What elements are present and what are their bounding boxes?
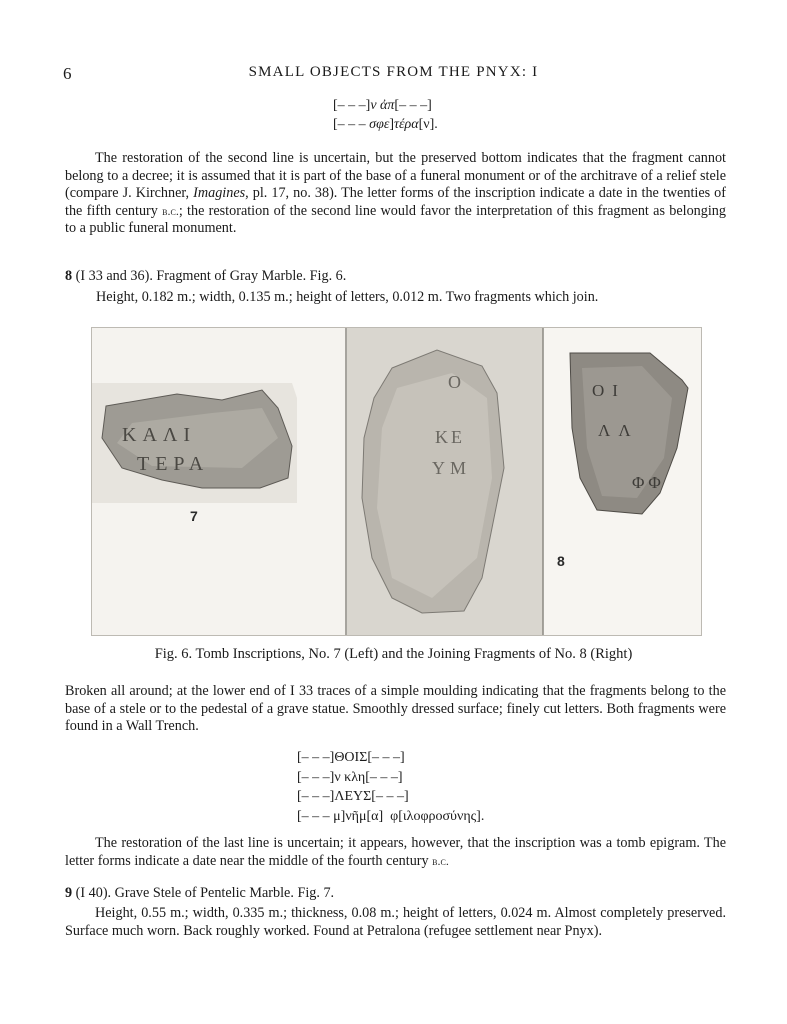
- fragment-8b-letters-line-1: ΟΙ: [592, 381, 626, 400]
- figure-6-caption: Fig. 6. Tomb Inscriptions, No. 7 (Left) and the Joining Fragments of No. 8 (Right): [154, 646, 633, 662]
- inscription-2-line-3: [– – –]ΛΕΥΣ[– – –]: [297, 789, 409, 804]
- figure-6-photographs: [92, 328, 701, 635]
- fragment-8-label: 8: [557, 553, 565, 569]
- fragment-8a-letters-line-3: ΥΜ: [432, 458, 472, 478]
- entry-9-heading: 9 (I 40). Grave Stele of Pentelic Marble. Fig. 7.: [65, 885, 335, 901]
- inscription-2: [297, 748, 484, 826]
- fragment-7-label: 7: [190, 508, 198, 524]
- paragraph-restoration-8: The restoration of the last line is uncertain; it appears, however, that the inscription was a tomb epigram. The letter forms indicate a date near the middle of the fourth century b.c.: [65, 835, 726, 869]
- inscription-1-line-2: [– – – σφε]τέρα[ν].: [333, 117, 438, 132]
- paragraph-restoration-1: The restoration of the second line is uncertain, but the preserved bottom indicates that the fragment cannot belong to a decree; it is assumed that it is part of the base of a funeral monument or of the architrave of a relief stele (compare J. Kirchner, Imagines, pl. 17, no. 38). The letter forms of the inscription indicate a date in the twenties of the fifth century b.c.; the restoration of the second line would favor the interpretation of this fragment as belonging to a public funeral monument.: [65, 150, 727, 237]
- running-head: SMALL OBJECTS FROM THE PNYX: I: [248, 64, 539, 80]
- inscription-2-line-2: [– – –]ν κλη[– – –]: [297, 769, 403, 785]
- paragraph-description-8: Broken all around; at the lower end of I 33 traces of a simple moulding indicating that the fragments belong to the base of a stele or to the pedestal of a grave statue. Smoothly dressed surface; finely cut letters. Both fragments were found in a Wall Trench.: [65, 683, 726, 735]
- fragment-8a-letters-line-2: ΚΕ: [435, 427, 465, 447]
- fragment-7-letters-line-2: ΤΕΡΑ: [137, 453, 210, 475]
- figure-6-plate: [91, 327, 702, 636]
- fragment-8a-letters-line-1: Ο: [448, 372, 461, 392]
- entry-8-heading: 8 (I 33 and 36). Fragment of Gray Marble. Fig. 6.: [65, 268, 347, 284]
- inscription-2-line-4: [– – – μ]νῆμ[α] φ[ιλοφροσύνης].: [297, 808, 485, 824]
- page-number: 6: [63, 64, 72, 83]
- fragment-7-letters-line-1: ΚΑΛΙ: [122, 424, 197, 446]
- entry-8-dimensions: Height, 0.182 m.; width, 0.135 m.; height of letters, 0.012 m. Two fragments which join.: [96, 289, 599, 305]
- inscription-2-line-1: [– – –]ΘΟΙΣ[– – –]: [297, 750, 405, 765]
- fragment-8b-letters-line-3: ΦΦ: [632, 473, 665, 492]
- fragment-8b-letters-line-2: ΛΛ: [598, 421, 639, 440]
- entry-9-description: Height, 0.55 m.; width, 0.335 m.; thickness, 0.08 m.; height of letters, 0.024 m. Almost completely preserved. Surface much worn. Back roughly worked. Found at Petralona (refugee settlement near Pnyx).: [65, 905, 726, 939]
- inscription-1-line-1: [– – –]ν ἀπ[– – –]: [333, 98, 432, 113]
